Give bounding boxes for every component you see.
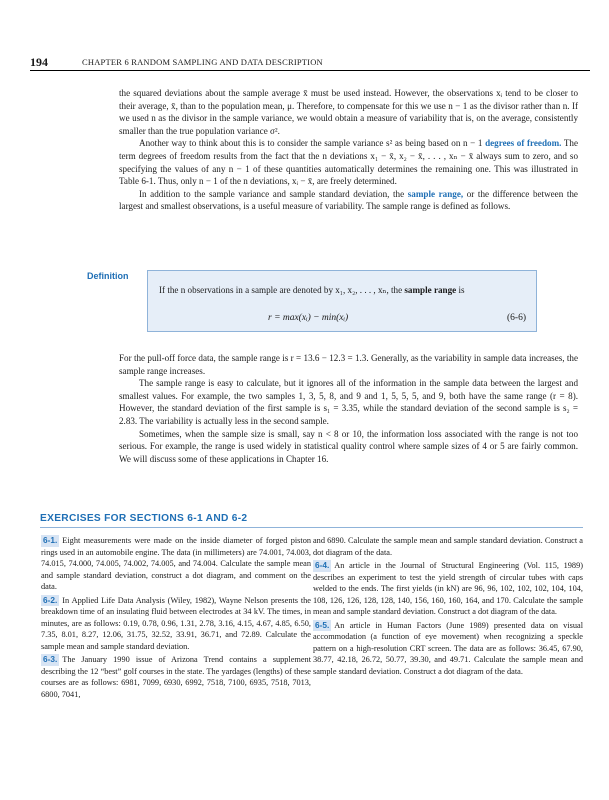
definition-formula: r = max(xᵢ) − min(xᵢ) bbox=[268, 313, 349, 323]
exercises-left-column bbox=[41, 535, 311, 702]
paragraph-degrees-of-freedom: Another way to think about this is to consider the sample variance s² as being based on n − 1 degrees of freedom. The term degrees of freedom results from the fact that the n deviations x₁ − x̄, x₂ − x̄, . . . , xₙ − x̄ always sum to zero, and so specifying the values of any n − 1 of these quantities automatically determines the remaining one. This was illustrated in Table 6-1. Thus, only n − 1 of the n deviations, xᵢ − x̄, are freely determined. bbox=[119, 138, 579, 187]
exercise-item: 6-1. Eight measurements were made on the inside diameter of forged piston rings used in an automobile engine. The data (in millimeters) are 74.001, 74.003, 74.015, 74.000, 74.005, 74.002, 74.005, and 74.004. Calculate the sample mean and sample standard deviation, construct a dot diagram, and comment on the data. bbox=[41, 535, 311, 591]
exercise-number: 6-5. bbox=[315, 619, 330, 630]
exercise-item: 6-5. An article in Human Factors (June 1989) presented data on visual accommodation (a function of eye movement) when recognizing a speckle pattern on a high-resolution CRT screen. The data are as follows: 36.45, 67.90, 38.77, 42.18, 26.72, 50.77, 39.30, and 49.71. Calculate the sample mean and sample standard deviation. Construct a dot diagram of the data. bbox=[313, 619, 583, 676]
exercise-number: 6-2. bbox=[43, 594, 58, 605]
body-text-top bbox=[119, 87, 578, 213]
term-sample-range: sample range, bbox=[407, 188, 464, 199]
definition-text: If the n observations in a sample are denoted by x₁, x₂, . . . , xₙ, the sample range is bbox=[159, 285, 465, 295]
exercise-number: 6-4. bbox=[315, 560, 330, 570]
exercise-item: 6-2. In Applied Life Data Analysis (Wiley, 1982), Wayne Nelson presents the breakdown time of an insulating fluid between electrodes at 34 kV. The times, in minutes, are as follows: 0.19, 0.78, 0.96, 1.31, 2.78, 3.16, 4.15, 4.67, 4.85, 6.50, 7.35, 8.01, 8.27, 12.06, 31.75, 32.52, 33.91, 36.71, and 72.89. Calculate the sample mean and sample standard deviation. bbox=[41, 594, 311, 651]
exercise-item: 6-3. The January 1990 issue of Arizona Trend contains a supplement describing the 12 “best” golf courses in the state. The yardages (lengths) of these courses are as follows: 6981, 7099, 6930, 6992, 7518, 7100, 6935, 7518, 7013, 6800, 7041, bbox=[41, 654, 311, 699]
paragraph: For the pull-off force data, the sample range is r = 13.6 − 12.3 = 1.3. Generally, as the variability in sample data increases, the sample range increases. bbox=[119, 353, 578, 376]
paragraph: the squared deviations about the sample average x̄ must be used instead. However, the observations xᵢ tend to be closer to their average, x̄, than to the population mean, μ. Therefore, to compensate for this we use n − 1 as the divisor rather than n. If we used n as the divisor in the sample variance, we would obtain a measure of variability that is, on the average, consistently smaller than the true population variance σ². bbox=[119, 88, 578, 136]
chapter-title: CHAPTER 6 RANDOM SAMPLING AND DATA DESCRIPTION bbox=[82, 57, 323, 67]
page-number: 194 bbox=[30, 55, 48, 69]
header-rule bbox=[30, 70, 590, 71]
definition-box bbox=[147, 270, 537, 332]
body-text-bottom bbox=[119, 352, 578, 465]
exercise-item: 6-4. An article in the Journal of Structural Engineering (Vol. 115, 1989) describes an experiment to test the yield strength of circular tubes with caps welded to the ends. The first yields (in kN) are 96, 96, 102, 102, 102, 104, 104, 108, 126, 126, 128, 128, 140, 156, 160, 160, 164, and 170. Calculate the sample mean and sample standard deviation. Construct a dot diagram of the data. bbox=[313, 560, 583, 616]
exercise-continuation: and 6890. Calculate the sample mean and sample standard deviation. Construct a dot diagram of the data. bbox=[313, 536, 583, 557]
exercises-heading: EXERCISES FOR SECTIONS 6-1 AND 6-2 bbox=[40, 513, 248, 524]
definition-term: sample range bbox=[404, 285, 457, 295]
term-degrees-of-freedom: degrees of freedom. bbox=[485, 138, 562, 149]
equation-number: (6-6) bbox=[507, 313, 526, 323]
paragraph: Sometimes, when the sample size is small, say n < 8 or 10, the information loss associated with the range is not too serious. For example, the range is used widely in statistical quality control where sample sizes of 4 or 5 are fairly common. We will discuss some of these applications in Chapter 16. bbox=[119, 428, 578, 464]
exercise-number: 6-3. bbox=[43, 654, 58, 664]
page-header bbox=[30, 55, 590, 71]
exercise-number: 6-1. bbox=[43, 535, 58, 545]
exercises-rule bbox=[40, 527, 583, 528]
paragraph-sample-range: In addition to the sample variance and sample standard deviation, the sample range, or the difference between the largest and smallest observations, is a useful measure of variability. The sample range is defined as follows. bbox=[119, 188, 578, 212]
definition-label: Definition bbox=[87, 271, 129, 281]
exercises-right-column bbox=[313, 535, 583, 679]
paragraph: The sample range is easy to calculate, but it ignores all of the information in the sample data between the largest and smallest values. For example, the two samples 1, 3, 5, 8, and 9 and 1, 5, 5, 5, and 9, both have the same range (r = 8). However, the standard deviation of the first sample is s₁ = 3.35, while the standard deviation of the second sample is s₂ = 2.83. The variability is actually less in the second sample. bbox=[119, 378, 578, 426]
